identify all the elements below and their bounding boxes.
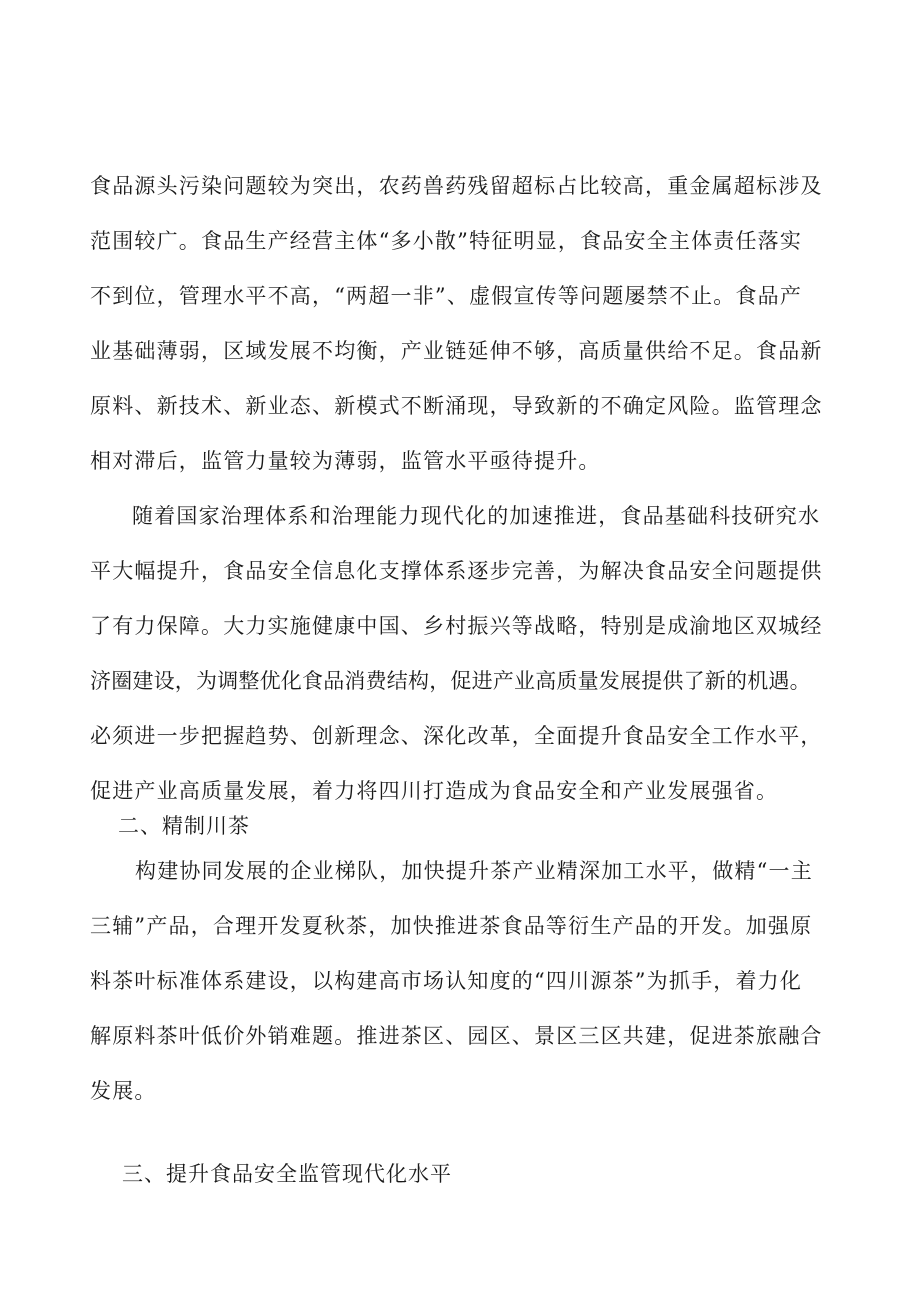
paragraph-2-line-6: 促进产业高质量发展，着力将四川打造成为食品安全和产业发展强省。 [90, 779, 779, 803]
paragraph-3-line-5: 发展。 [90, 1079, 157, 1103]
paragraph-3-line-2: 三辅”产品，合理开发夏秋茶，加快推进茶食品等衍生产品的开发。加强原 [90, 914, 813, 938]
paragraph-2-line-5: 必须进一步把握趋势、创新理念、深化改革，全面提升食品安全工作水平， [90, 724, 823, 748]
paragraph-1-line-3: 不到位，管理水平不高，“两超一非”、虚假宣传等问题屡禁不止。食品产 [90, 284, 803, 308]
paragraph-2-line-1: 随着国家治理体系和治理能力现代化的加速推进，食品基础科技研究水 [132, 504, 821, 528]
paragraph-2-line-2: 平大幅提升，食品安全信息化支撑体系逐步完善，为解决食品安全问题提供 [90, 559, 823, 583]
paragraph-1-line-2: 范围较广。食品生产经营主体“多小散”特征明显，食品安全主体责任落实 [90, 229, 803, 253]
paragraph-3-line-1: 构建协同发展的企业梯队，加快提升茶产业精深加工水平，做精“一主 [135, 859, 813, 883]
section-heading-3: 三、提升食品安全监管现代化水平 [122, 1162, 452, 1186]
paragraph-1-line-1: 食品源头污染问题较为突出，农药兽药残留超标占比较高，重金属超标涉及 [90, 174, 823, 198]
paragraph-3-line-3: 料茶叶标准体系建设，以构建高市场认知度的“四川源茶”为抓手，着力化 [90, 969, 803, 993]
paragraph-3-line-4: 解原料茶叶低价外销难题。推进茶区、园区、景区三区共建，促进茶旅融合 [90, 1024, 823, 1048]
paragraph-1-line-5: 原料、新技术、新业态、新模式不断涌现，导致新的不确定风险。监管理念 [90, 394, 823, 418]
paragraph-2-line-3: 了有力保障。大力实施健康中国、乡村振兴等战略，特别是成渝地区双城经 [90, 614, 823, 638]
section-heading-2: 二、精制川茶 [118, 814, 250, 838]
paragraph-2-line-4: 济圈建设，为调整优化食品消费结构，促进产业高质量发展提供了新的机遇。 [90, 669, 811, 693]
paragraph-1-line-6: 相对滞后，监管力量较为薄弱，监管水平亟待提升。 [90, 449, 601, 473]
paragraph-1-line-4: 业基础薄弱，区域发展不均衡，产业链延伸不够，高质量供给不足。食品新 [90, 339, 823, 363]
